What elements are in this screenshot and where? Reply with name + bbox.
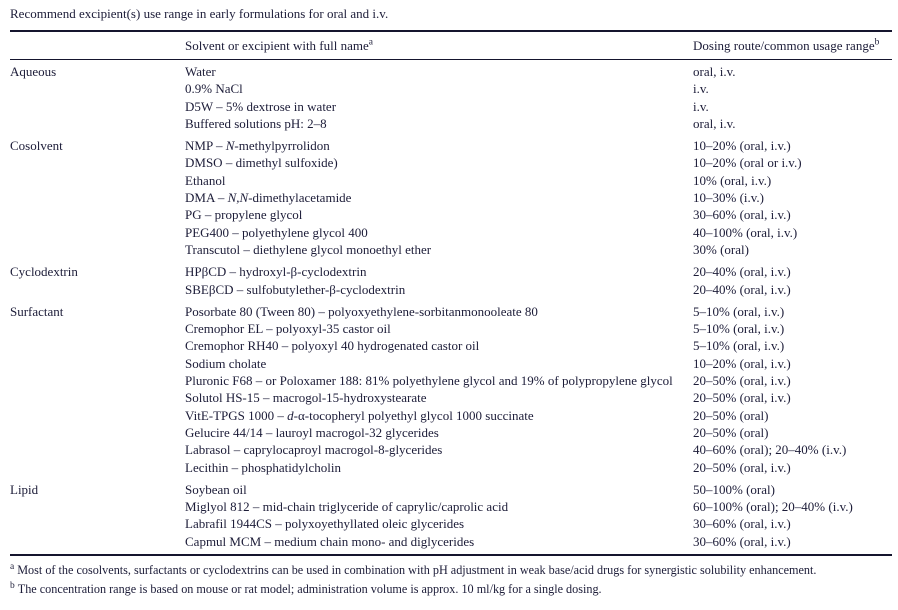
dose-cell: 10% (oral, i.v.) <box>693 172 772 188</box>
category-cell <box>10 189 185 206</box>
table-caption: Recommend excipient(s) use range in early formulations for oral and i.v. <box>10 6 389 21</box>
category-cell <box>10 320 185 337</box>
category-cell <box>10 115 185 132</box>
table-header-row <box>10 32 892 59</box>
table-body <box>10 60 892 554</box>
dose-cell: 30–60% (oral, i.v.) <box>693 207 791 223</box>
dose-cell: 20–50% (oral) <box>693 424 769 440</box>
dose-cell: 5–10% (oral, i.v.) <box>693 321 785 337</box>
header-dose-footnote-mark: b <box>874 37 880 48</box>
dose-cell: 40–100% (oral, i.v.) <box>693 224 798 240</box>
category-cell <box>10 533 185 550</box>
dose-cell: 5–10% (oral, i.v.) <box>693 303 785 319</box>
header-excipient-cell <box>185 38 693 53</box>
dose-cell: 10–20% (oral, i.v.) <box>693 138 791 154</box>
category-cell <box>10 80 185 97</box>
category-cell <box>10 424 185 441</box>
category-cell <box>10 389 185 406</box>
category-cell <box>10 515 185 532</box>
dose-cell: 20–50% (oral, i.v.) <box>693 373 791 389</box>
table-group-cosolvent <box>10 137 892 258</box>
dose-cell: 40–60% (oral); 20–40% (i.v.) <box>693 442 847 458</box>
excipient-cell: Lecithin – phosphatidylcholin <box>185 459 341 475</box>
category-cell: Aqueous <box>10 64 57 79</box>
dose-cell: oral, i.v. <box>693 115 736 131</box>
footnotes <box>10 556 892 599</box>
excipient-cell: Soybean oil <box>185 481 247 497</box>
table-group-cyclodextrin <box>10 263 892 298</box>
excipient-cell: Pluronic F68 – or Poloxamer 188: 81% polyethylene glycol and 19% of polypropylene glycol <box>185 373 673 389</box>
dose-cell: 30–60% (oral, i.v.) <box>693 533 791 549</box>
category-cell <box>10 459 185 476</box>
category-cell: Cyclodextrin <box>10 264 78 280</box>
excipient-cell: Ethanol <box>185 172 226 188</box>
category-cell <box>10 355 185 372</box>
excipient-cell: Labrasol – caprylocaproyl macrogol-8-glycerides <box>185 442 443 458</box>
dose-cell: 10–20% (oral, i.v.) <box>693 355 791 371</box>
category-cell <box>10 441 185 458</box>
footnote-a-mark: a <box>10 561 15 572</box>
excipient-cell: DMSO – dimethyl sulfoxide) <box>185 155 338 171</box>
excipient-cell: Gelucire 44/14 – lauroyl macrogol-32 glycerides <box>185 424 439 440</box>
category-cell: Surfactant <box>10 303 64 319</box>
category-cell <box>10 224 185 241</box>
footnote-a <box>10 561 892 580</box>
excipient-cell: NMP – N-methylpyrrolidon <box>185 138 330 154</box>
dose-cell: 10–30% (i.v.) <box>693 190 765 206</box>
footnote-b <box>10 580 892 599</box>
excipient-cell: Solutol HS-15 – macrogol-15-hydroxystearate <box>185 390 427 406</box>
excipient-cell: VitE-TPGS 1000 – d-α-tocopheryl polyethyl glycol 1000 succinate <box>185 407 534 423</box>
excipient-cell: Water <box>185 64 216 79</box>
footnote-b-mark: b <box>10 580 15 591</box>
category-cell <box>10 372 185 389</box>
dose-cell: 50–100% (oral) <box>693 481 775 497</box>
category-cell <box>10 172 185 189</box>
excipient-cell: Labrafil 1944CS – polyxoyethyllated oleic glycerides <box>185 516 465 532</box>
dose-cell: i.v. <box>693 98 709 114</box>
category-cell: Lipid <box>10 481 39 497</box>
category-cell <box>10 241 185 258</box>
dose-cell: 10–20% (oral or i.v.) <box>693 155 802 171</box>
footnote-b-text: The concentration range is based on mouse or rat model; administration volume is approx. 10 ml/kg for a single dosing. <box>17 582 602 597</box>
header-dose-cell <box>693 38 892 53</box>
dose-cell: 30–60% (oral, i.v.) <box>693 516 791 532</box>
dose-cell: 5–10% (oral, i.v.) <box>693 338 785 354</box>
dose-cell: 20–40% (oral, i.v.) <box>693 264 791 280</box>
table-group-surfactant <box>10 303 892 476</box>
header-dose-label: Dosing route/common usage range <box>693 38 875 53</box>
footnote-a-text: Most of the cosolvents, surfactants or cyclodextrins can be used in combination with pH adjustment in weak base/acid drugs for synergistic solubility enhancement. <box>17 563 817 578</box>
excipient-cell: Cremophor EL – polyoxyl-35 castor oil <box>185 321 391 337</box>
excipient-cell: Sodium cholate <box>185 355 267 371</box>
category-cell <box>10 154 185 171</box>
excipient-cell: Transcutol – diethylene glycol monoethyl ether <box>185 241 432 257</box>
dose-cell: 20–40% (oral, i.v.) <box>693 281 791 297</box>
category-cell <box>10 498 185 515</box>
excipient-cell: 0.9% NaCl <box>185 81 243 97</box>
table-group-aqueous <box>10 63 892 132</box>
excipient-cell: HPβCD – hydroxyl-β-cyclodextrin <box>185 264 367 280</box>
excipient-cell: PG – propylene glycol <box>185 207 303 223</box>
category-cell <box>10 407 185 424</box>
excipient-cell: Posorbate 80 (Tween 80) – polyoxyethylene-sorbitanmonooleate 80 <box>185 303 538 319</box>
category-cell <box>10 206 185 223</box>
dose-cell: 60–100% (oral); 20–40% (i.v.) <box>693 499 853 515</box>
excipient-cell: Miglyol 812 – mid-chain triglyceride of caprylic/caprolic acid <box>185 499 509 515</box>
excipient-cell: SBEβCD – sulfobutylether-β-cyclodextrin <box>185 281 406 297</box>
category-cell <box>10 281 185 298</box>
dose-cell: i.v. <box>693 81 709 97</box>
excipient-cell: Buffered solutions pH: 2–8 <box>185 115 327 131</box>
category-cell <box>10 337 185 354</box>
excipient-cell: Cremophor RH40 – polyoxyl 40 hydrogenated castor oil <box>185 338 480 354</box>
excipient-cell: Capmul MCM – medium chain mono- and diglycerides <box>185 533 475 549</box>
category-cell <box>10 98 185 115</box>
header-category-cell <box>10 38 185 53</box>
excipient-cell: DMA – N,N-dimethylacetamide <box>185 190 352 206</box>
header-excipient-label: Solvent or excipient with full name <box>185 38 369 53</box>
excipient-cell: D5W – 5% dextrose in water <box>185 98 337 114</box>
category-cell: Cosolvent <box>10 138 63 154</box>
dose-cell: 20–50% (oral, i.v.) <box>693 459 791 475</box>
dose-cell: 20–50% (oral, i.v.) <box>693 390 791 406</box>
dose-cell: 20–50% (oral) <box>693 407 769 423</box>
excipient-cell: PEG400 – polyethylene glycol 400 <box>185 224 368 240</box>
dose-cell: 30% (oral) <box>693 241 749 257</box>
table-group-lipid <box>10 481 892 550</box>
dose-cell: oral, i.v. <box>693 64 736 79</box>
header-excipient-footnote-mark: a <box>368 37 373 48</box>
